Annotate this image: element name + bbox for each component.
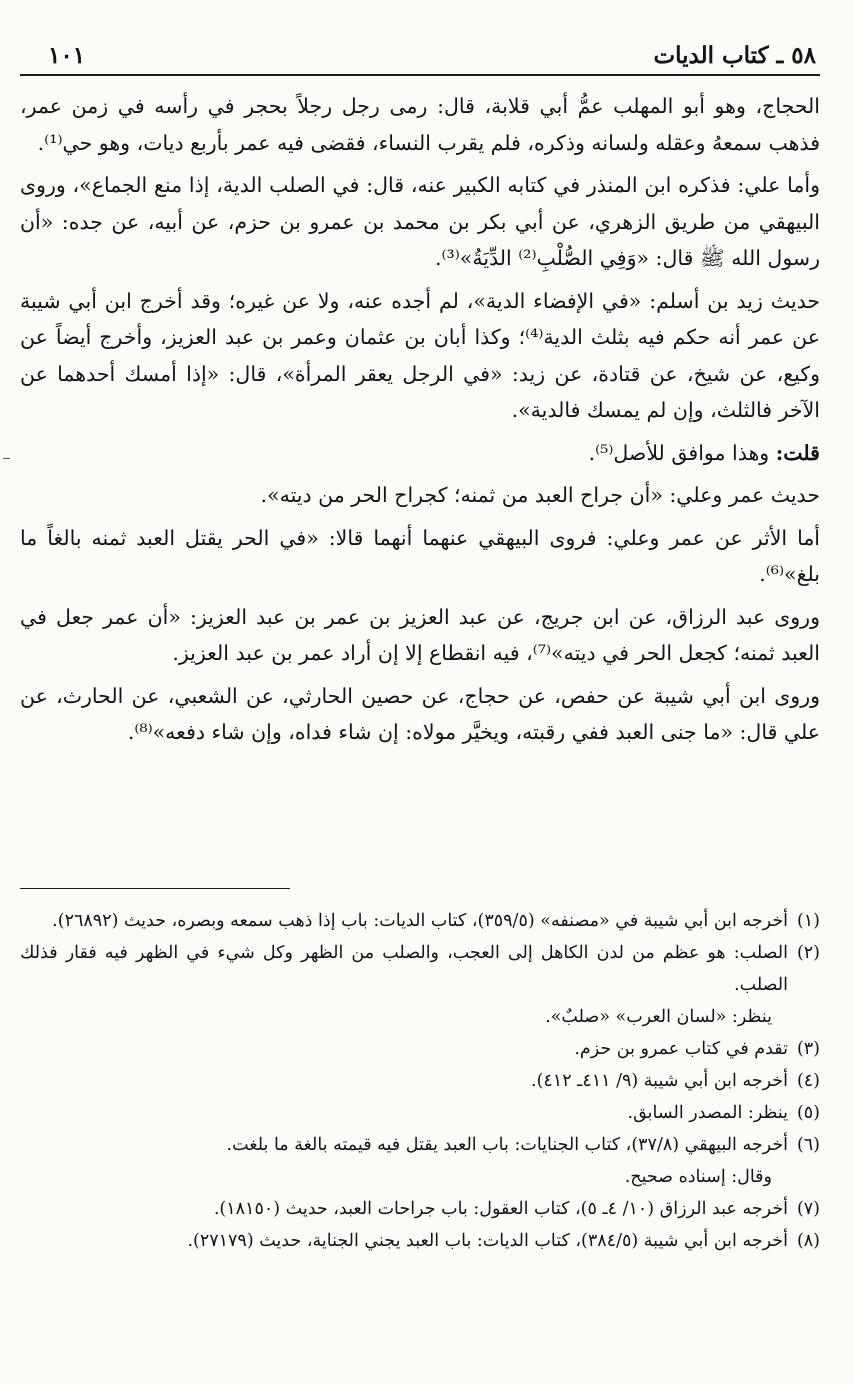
- footnote: [20, 1193, 820, 1225]
- footnote-number: (٣): [796, 1039, 820, 1059]
- footnote: [20, 1097, 820, 1129]
- paragraph: وروى ابن أبي شيبة عن حفص، عن حجاج، عن حصين الحارثي، عن الشعبي، عن الحارث، عن علي قال: «ما جنى العبد ففي رقبته، ويخيَّر مولاه: إن شاء فداه، وإن شاء دفعه»⁽⁸⁾.: [20, 683, 820, 744]
- footnote-number: (٥): [796, 1103, 820, 1123]
- footnote: [20, 1129, 820, 1161]
- footnote-separator: [20, 888, 290, 889]
- footnote-continuation: [20, 1001, 820, 1033]
- footnote: [20, 905, 820, 937]
- paragraph: أما الأثر عن عمر وعلي: فروى البيهقي عنهما أنهما قالا: «في الحر يقتل العبد ثمنه بالغاً ما بلغ»⁽⁶⁾.: [20, 525, 820, 586]
- footnote-number: (٢): [796, 943, 820, 963]
- footnote: [20, 1033, 820, 1065]
- running-header: [20, 38, 820, 76]
- book-page: [20, 0, 820, 1384]
- footnotes: [20, 905, 820, 1257]
- footnote-number: (٦): [796, 1135, 820, 1155]
- footnote-text: ينظر: «لسان العرب» «صلبٌ».: [545, 1007, 772, 1027]
- paragraph: حديث عمر وعلي: «أن جراح العبد من ثمنه؛ كجراح الحر من ديته».: [260, 483, 820, 507]
- footnote: [20, 937, 820, 1001]
- chapter-title: ٥٨ ـ كتاب الديات: [653, 42, 816, 69]
- footnote-text: أخرجه ابن أبي شيبة في «مصنفه» (٣٥٩/٥)، كتاب الديات: باب إذا ذهب سمعه وبصره، حديث (٢٦٨٩٢).: [52, 911, 788, 931]
- footnote: [20, 1225, 820, 1257]
- footnote-text: أخرجه البيهقي (٣٧/٨)، كتاب الجنايات: باب العبد يقتل فيه قيمته بالغة ما بلغت.: [226, 1135, 788, 1155]
- footnote-number: (١): [796, 911, 820, 931]
- footnote-text: أخرجه ابن أبي شيبة (٩/ ٤١١ـ ٤١٢).: [531, 1071, 788, 1091]
- footnote-number: (٧): [796, 1199, 820, 1219]
- footnote-number: (٤): [796, 1071, 820, 1091]
- paragraph: وروى عبد الرزاق، عن ابن جريج، عن عبد العزيز بن عمر بن عبد العزيز: «أن عمر جعل في العبد ثمنه؛ كجعل الحر في ديته»⁽⁷⁾، فيه انقطاع إلا إن أراد عمر بن عبد العزيز.: [20, 604, 820, 665]
- paragraph: الحجاج، وهو أبو المهلب عمُّ أبي قلابة، قال: رمى رجل رجلاً بحجر في رأسه في زمن عمر، فذهب سمعهُ وعقله ولسانه وذكره، فلم يقرب النساء، فقضى فيه عمر بأربع ديات، وهو حي⁽¹⁾.: [20, 94, 820, 155]
- footnote-text: أخرجه عبد الرزاق (١٠/ ٤ـ ٥)، كتاب العقول: باب جراحات العبد، حديث (١٨١٥٠).: [213, 1199, 788, 1219]
- footnote-text: الصلب: هو عظم من لدن الكاهل إلى العجب، والصلب من الظهر وكل شيء في الظهر فيه فقار فذلك الصلب.: [20, 943, 788, 995]
- qult-text: وهذا موافق للأصل⁽⁵⁾.: [588, 440, 770, 465]
- footnote-text: ينظر: المصدر السابق.: [627, 1103, 788, 1123]
- footnote-text: أخرجه ابن أبي شيبة (٣٨٤/٥)، كتاب الديات: باب العبد يجني الجناية، حديث (٢٧١٧٩).: [187, 1231, 788, 1251]
- paragraph: حديث زيد بن أسلم: «في الإفضاء الدية»، لم أجده عنه، ولا عن غيره؛ وقد أخرج ابن أبي شيبة عن عمر أنه حكم فيه بثلث الدية⁽⁴⁾؛ وكذا أبان بن عثمان وعمر بن عبد العزيز، وأخرج أيضاً عن وكيع، عن شيخ، عن قتادة، عن زيد: «في الرجل يعقر المرأة»، قال: «إذا أمسك أحدهما عن الآخر فالثلث، وإن لم يمسك فالدية».: [20, 288, 821, 422]
- paragraph-qult: [20, 435, 820, 472]
- paragraph: وأما علي: فذكره ابن المنذر في كتابه الكبير عنه، قال: في الصلب الدية، إذا منع الجماع»، وروى البيهقي من طريق الزهري، عن أبي بكر بن محمد بن عمرو بن حزم، عن أبيه، عن جده: «أن رسول الله ﷺ قال: «وَفِي الصُّلْبِ⁽²⁾ الدِّيَةُ»⁽³⁾.: [20, 173, 820, 270]
- footnote-text: وقال: إسناده صحيح.: [624, 1167, 772, 1187]
- scan-margin-mark: [3, 458, 10, 459]
- main-text: [20, 88, 820, 757]
- page-number: ١٠١: [48, 42, 86, 69]
- footnote-text: تقدم في كتاب عمرو بن حزم.: [574, 1039, 788, 1059]
- qult-label: قلت:: [775, 440, 820, 465]
- footnote-continuation: [20, 1161, 820, 1193]
- footnote: [20, 1065, 820, 1097]
- footnote-number: (٨): [796, 1231, 820, 1251]
